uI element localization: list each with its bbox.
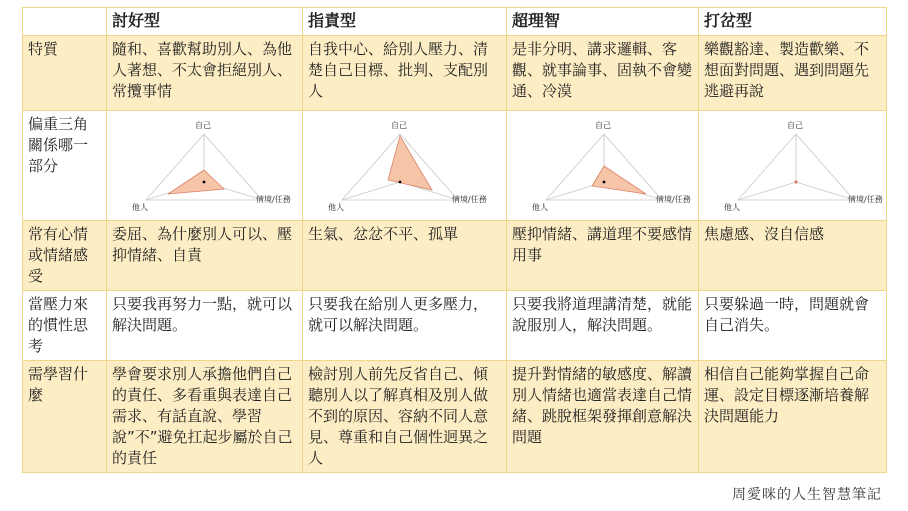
cell-habit-blaming: 只要我在給別人更多壓力，就可以解決問題。 — [303, 291, 507, 361]
cell-learning-pleasing: 學會要求別人承擔他們自己的責任、多看重與表達自己需求、有話直說、學習說”不”避免扛起步屬於自己的責任 — [107, 361, 303, 473]
header-pleasing: 討好型 — [107, 8, 303, 36]
label-self: 自己 — [595, 121, 611, 130]
cell-habit-super-reasonable: 只要我將道理講清楚，就能說服別人，解決問題。 — [507, 291, 699, 361]
triangle-diagram-blaming — [308, 114, 492, 212]
triangle-diagram-super-reasonable — [512, 114, 696, 212]
triangle-cell-irrelevant — [699, 111, 887, 221]
cell-habit-irrelevant: 只要躲過一時，問題就會自己消失。 — [699, 291, 887, 361]
label-others: 他人 — [724, 203, 740, 212]
label-self: 自己 — [391, 121, 407, 130]
label-self: 自己 — [195, 121, 211, 130]
label-context: 情境/任務 — [656, 195, 691, 204]
triangle-cell-pleasing — [107, 111, 303, 221]
cell-traits-irrelevant: 樂觀豁達、製造歡樂、不想面對問題、遇到問題先逃避再說 — [699, 36, 887, 111]
label-others: 他人 — [532, 203, 548, 212]
row-label-triangle: 偏重三角關係哪一部分 — [23, 111, 107, 221]
label-context: 情境/任務 — [452, 195, 487, 204]
label-context: 情境/任務 — [848, 195, 883, 204]
row-learning — [23, 361, 887, 473]
triangle-cell-super-reasonable — [507, 111, 699, 221]
cell-learning-super-reasonable: 提升對情緒的敏感度、解讀別人情緒也適當表達自己情緒、跳脫框架發揮創意解決問題 — [507, 361, 699, 473]
row-habit-thinking — [23, 291, 887, 361]
label-others: 他人 — [132, 203, 148, 212]
emphasis-area-others — [168, 170, 224, 194]
header-corner — [23, 8, 107, 36]
row-label-learning: 需學習什麼 — [23, 361, 107, 473]
label-others: 他人 — [328, 203, 344, 212]
cell-habit-pleasing: 只要我再努力一點，就可以解決問題。 — [107, 291, 303, 361]
row-label-emotions: 常有心情或情緒感受 — [23, 221, 107, 291]
cell-learning-blaming: 檢討別人前先反省自己、傾聽別人以了解真相及別人做不到的原因、容納不同人意見、尊重和自己個性迥異之人 — [303, 361, 507, 473]
cell-emotions-blaming: 生氣、忿忿不平、孤單 — [303, 221, 507, 291]
row-triangle — [23, 111, 887, 221]
label-context: 情境/任務 — [256, 195, 291, 204]
row-label-habit-thinking: 當壓力來的慣性思考 — [23, 291, 107, 361]
cell-traits-super-reasonable: 是非分明、講求邏輯、客觀、就事論事、固執不會變通、冷漠 — [507, 36, 699, 111]
emphasis-area-context — [592, 166, 646, 194]
label-self: 自己 — [787, 121, 803, 130]
row-emotions — [23, 221, 887, 291]
triangle-cell-blaming — [303, 111, 507, 221]
cell-emotions-irrelevant: 焦慮感、沒自信感 — [699, 221, 887, 291]
cell-traits-pleasing: 隨和、喜歡幫助別人、為他人著想、不太會拒絕別人、常攬事情 — [107, 36, 303, 111]
cell-emotions-super-reasonable: 壓抑情緒、講道理不要感情用事 — [507, 221, 699, 291]
footer-signature: 周愛咪的人生智慧筆記 — [732, 487, 882, 503]
header-row — [23, 8, 887, 36]
cell-emotions-pleasing: 委屈、為什麼別人可以、壓抑情緒、自責 — [107, 221, 303, 291]
header-irrelevant: 打岔型 — [699, 8, 887, 36]
row-traits — [23, 36, 887, 111]
header-blaming: 指責型 — [303, 8, 507, 36]
cell-learning-irrelevant: 相信自己能夠掌握自己命運、設定目標逐漸培養解決問題能力 — [699, 361, 887, 473]
triangle-diagram-irrelevant — [704, 114, 887, 212]
row-label-traits: 特質 — [23, 36, 107, 111]
triangle-diagram-pleasing — [112, 114, 296, 212]
header-super-reasonable: 超理智 — [507, 8, 699, 36]
center-point — [794, 180, 797, 183]
personality-comparison-table — [22, 7, 887, 473]
cell-traits-blaming: 自我中心、給別人壓力、清楚自己目標、批判、支配別人 — [303, 36, 507, 111]
